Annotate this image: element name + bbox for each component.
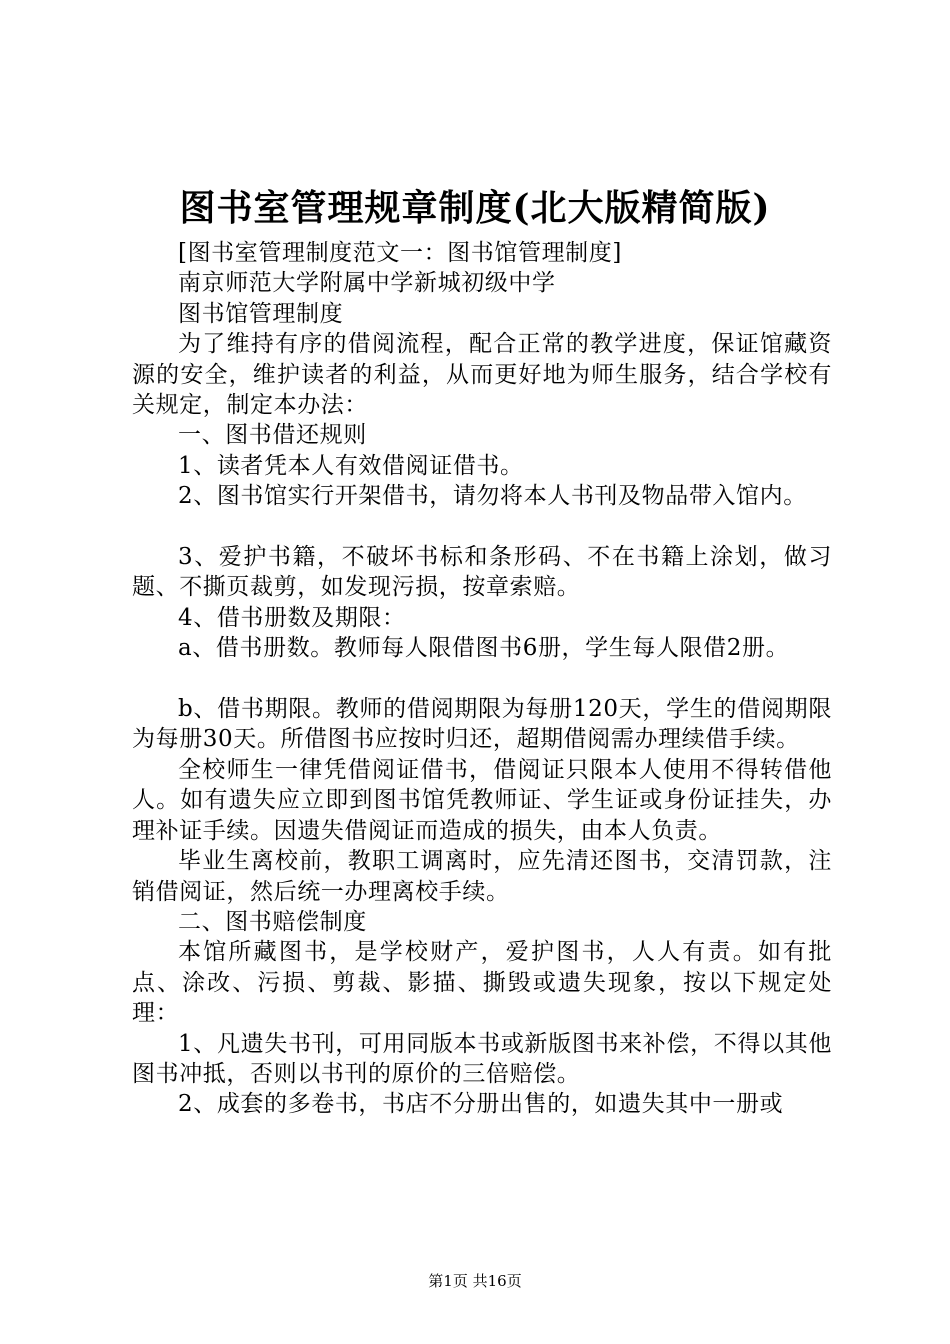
paragraph-intro: 为了维持有序的借阅流程，配合正常的教学进度，保证馆藏资源的安全，维护读者的利益，从而更好地为师生服务，结合学校有关规定，制定本办法：	[132, 331, 832, 419]
paragraph-card-rules: 全校师生一律凭借阅证借书，借阅证只限本人使用不得转借他人。如有遗失应立即到图书馆凭教师证、学生证或身份证挂失，办理补证手续。因遗失借阅证而造成的损失，由本人负责。	[132, 756, 832, 844]
compensation-item: 2、成套的多卷书，书店不分册出售的，如遗失其中一册或	[178, 1091, 784, 1118]
section-heading-borrow-rules: 一、图书借还规则	[178, 422, 367, 449]
paragraph-heading-note: [图书室管理制度范文一：图书馆管理制度]	[178, 240, 622, 266]
paragraph-compensation-intro: 本馆所藏图书，是学校财产，爱护图书，人人有责。如有批点、涂改、污损、剪裁、影描、撕毁或遗失现象，按以下规定处理：	[132, 939, 832, 1027]
page-number: 第1页 共16页	[428, 1272, 522, 1290]
rule-subitem: a、借书册数。教师每人限借图书6册，学生每人限借2册。	[178, 635, 790, 662]
rule-item: 3、爱护书籍，不破坏书标和条形码、不在书籍上涂划，做习题、不撕页裁剪，如发现污损，按章索赔。	[132, 544, 832, 601]
section-heading-compensation: 二、图书赔偿制度	[178, 908, 367, 935]
rule-item: 1、读者凭本人有效借阅证借书。	[178, 452, 524, 479]
document-body	[132, 238, 832, 1120]
rule-subitem: b、借书期限。教师的借阅期限为每册120天，学生的借阅期限为每册30天。所借图书应按时归还，超期借阅需办理续借手续。	[132, 696, 832, 753]
rule-item: 4、借书册数及期限：	[178, 604, 406, 631]
document-title: 图书室管理规章制度(北大版精简版)	[179, 187, 771, 229]
paragraph-subtitle: 图书馆管理制度	[178, 300, 344, 327]
paragraph-graduation: 毕业生离校前，教职工调离时，应先清还图书，交清罚款，注销借阅证，然后统一办理离校手续。	[132, 848, 832, 905]
rule-item: 2、图书馆实行开架借书，请勿将本人书刊及物品带入馆内。	[178, 483, 807, 510]
paragraph-school-name: 南京师范大学附属中学新城初级中学	[178, 270, 556, 297]
compensation-item: 1、凡遗失书刊，可用同版本书或新版图书来补偿，不得以其他图书冲抵，否则以书刊的原价的三倍赔偿。	[132, 1030, 832, 1087]
